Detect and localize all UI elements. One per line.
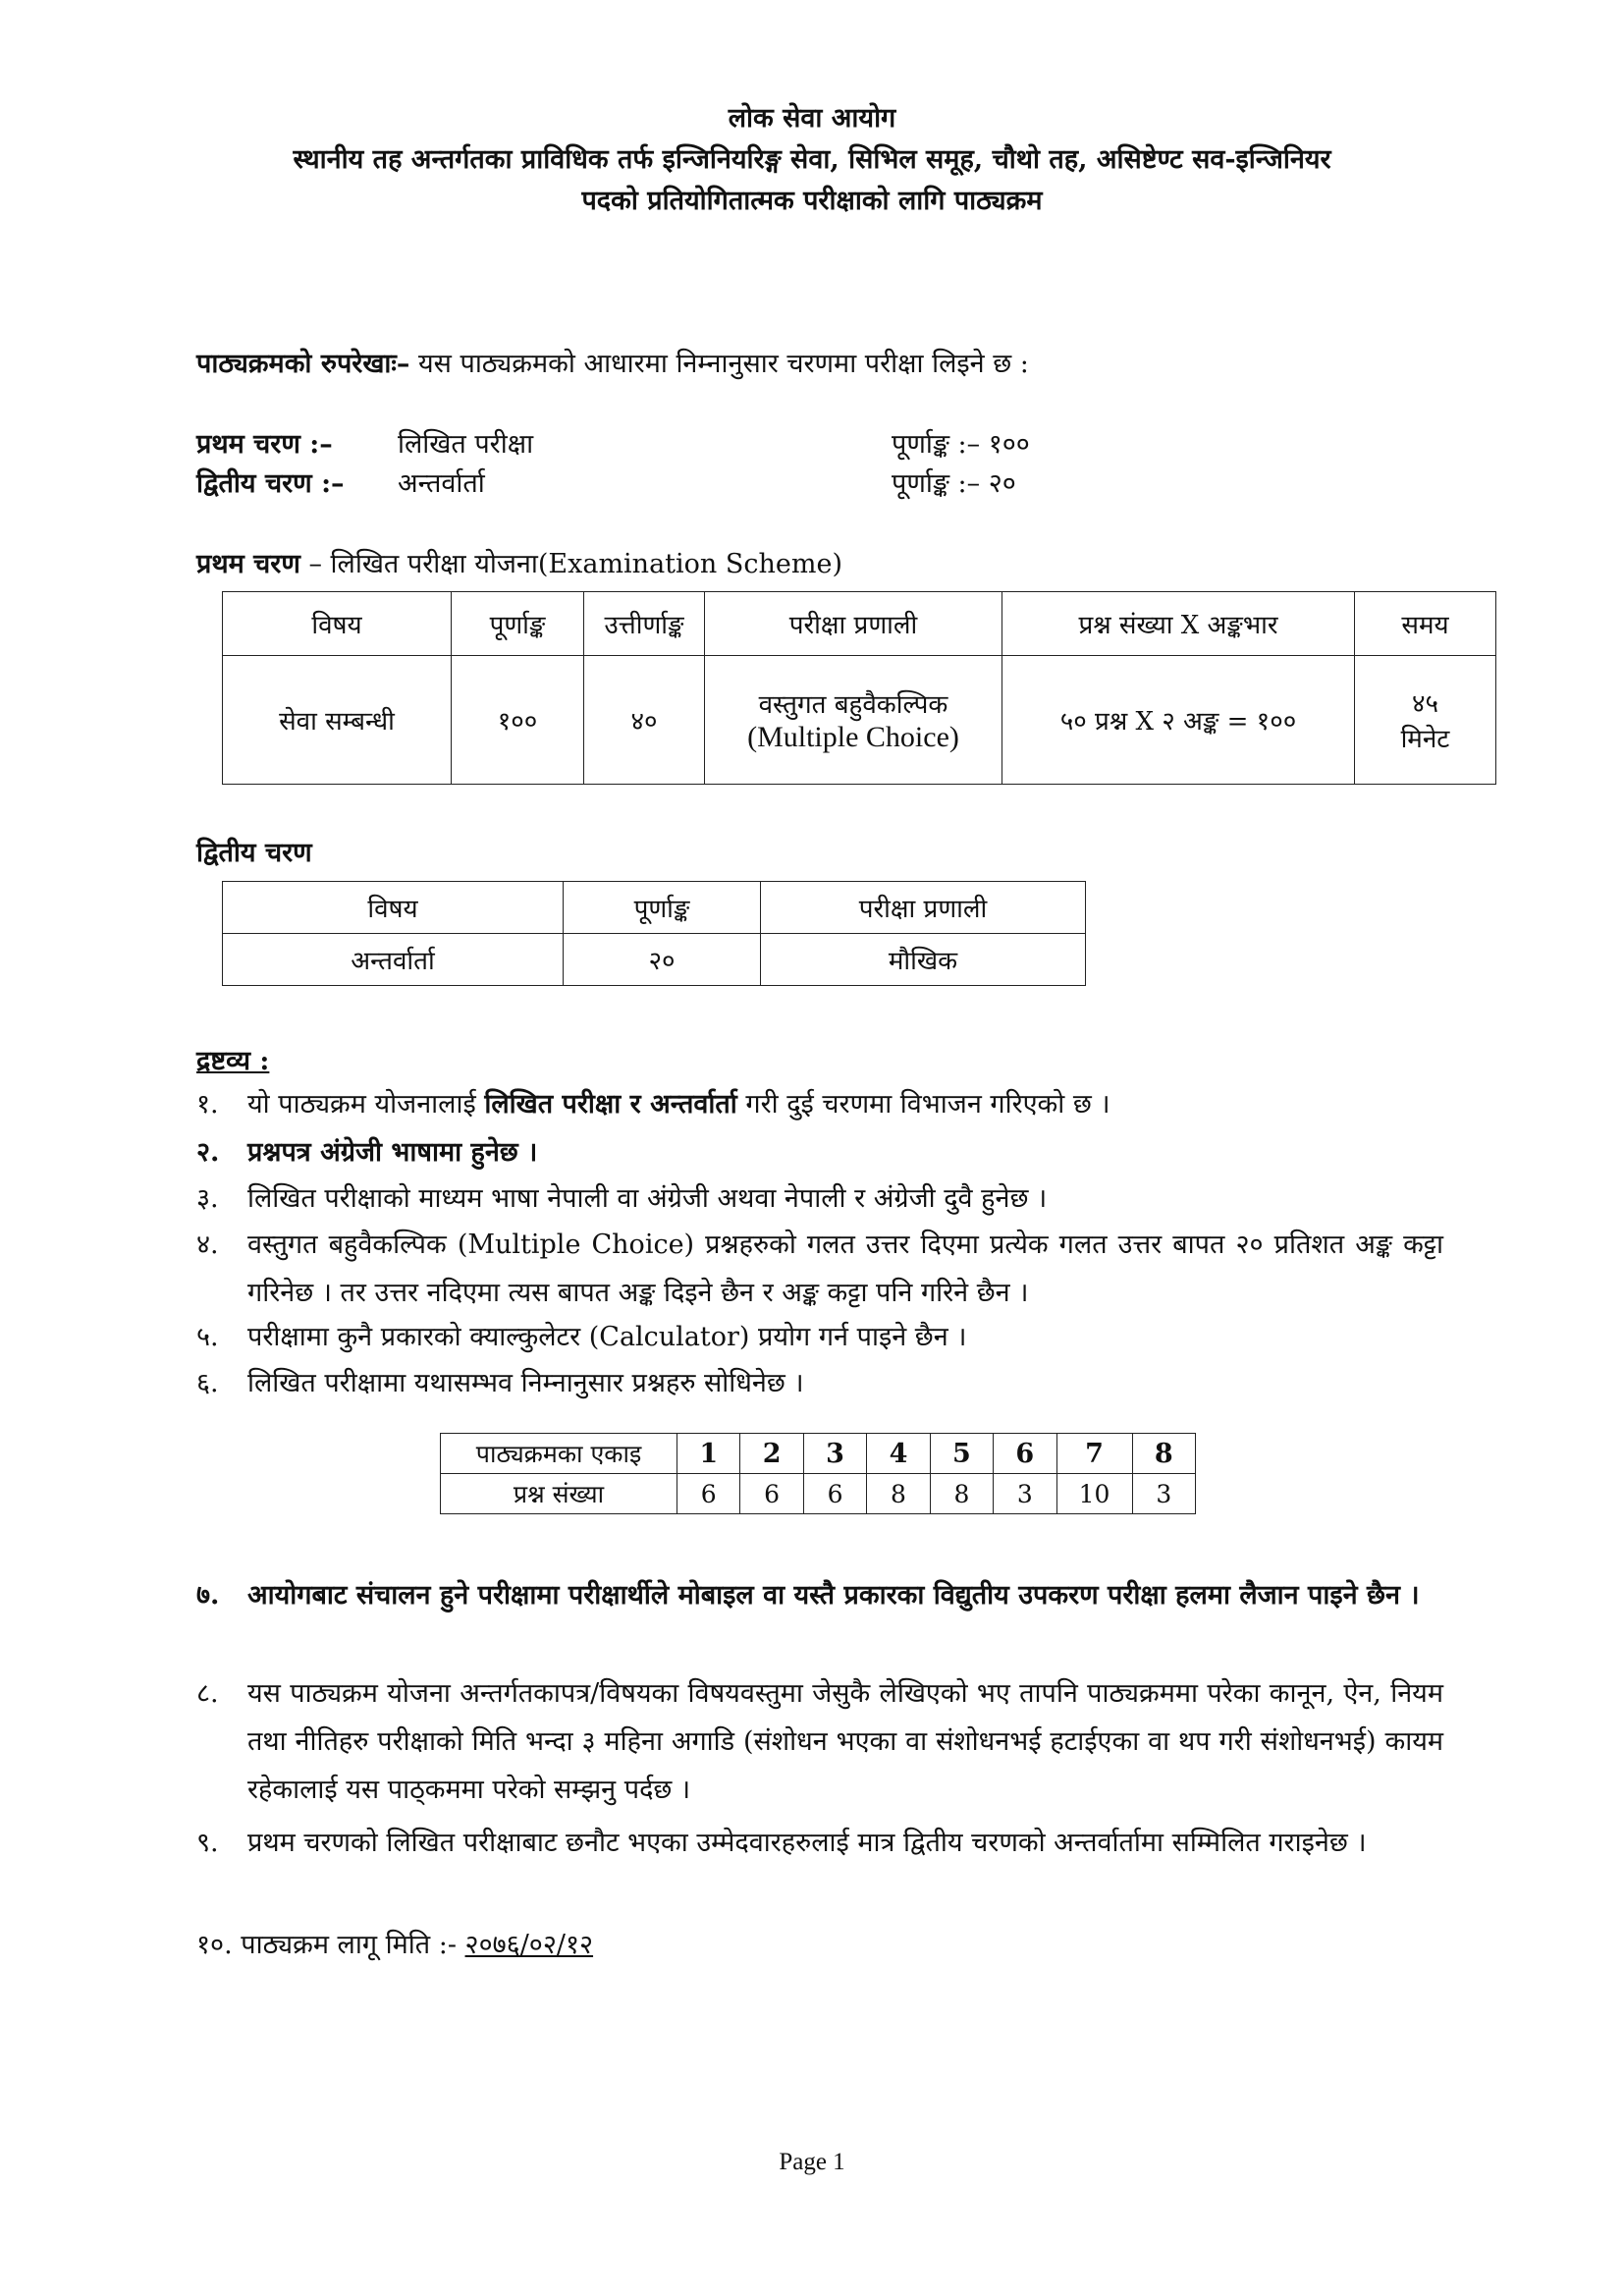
table-cell: २०: [564, 934, 761, 986]
first-stage-heading: प्रथम चरण – लिखित परीक्षा योजना(Examination Scheme): [196, 549, 842, 579]
row-label: प्रश्न संख्या: [441, 1474, 677, 1514]
count-cell: 6: [803, 1474, 866, 1514]
unit-cell: 5: [930, 1434, 993, 1474]
stage-2-label: द्वितीय चरण :–: [196, 468, 345, 499]
table-row: [223, 934, 1086, 986]
count-cell: 10: [1056, 1474, 1132, 1514]
unit-question-table: [440, 1433, 1196, 1514]
table-header: विषय: [223, 592, 452, 656]
note-9: ९. प्रथम चरणको लिखित परीक्षाबाट छनौट भएका उम्मेदवारहरुलाई मात्र द्वितीय चरणको अन्तर्वार्तामा सम्मिलित गराइनेछ ।: [196, 1828, 1367, 1858]
table-cell: मौखिक: [761, 934, 1086, 986]
unit-cell: 6: [994, 1434, 1056, 1474]
exam-scheme-table: [222, 591, 1496, 785]
question-count-cell: ५० प्रश्न X २ अङ्क = १००: [1002, 656, 1355, 785]
subject-cell: सेवा सम्बन्धी: [223, 656, 452, 785]
syllabus-subtitle: स्थानीय तह अन्तर्गतका प्राविधिक तर्फ इन्जिनियरिङ्ग सेवा, सिभिल समूह, चौथो तह, असिष्टेण्ट सव-इन्जिनियर: [293, 144, 1331, 175]
outline-line: [196, 344, 1029, 380]
table-row: [441, 1474, 1196, 1514]
unit-cell: 3: [803, 1434, 866, 1474]
note-5: ५. परीक्षामा कुनै प्रकारको क्याल्कुलेटर (Calculator) प्रयोग गर्न पाइने छैन ।: [196, 1322, 967, 1352]
outline-text: यस पाठ्यक्रमको आधारमा निम्नानुसार चरणमा परीक्षा लिइने छ :: [417, 349, 1029, 379]
count-cell: 3: [994, 1474, 1056, 1514]
unit-cell: 2: [740, 1434, 803, 1474]
note-10: १०. पाठ्यक्रम लागू मिति :- २०७६/०२/१२: [196, 1930, 594, 1960]
unit-cell: 1: [677, 1434, 740, 1474]
notes-title: द्रष्टव्य :: [196, 1046, 270, 1076]
table-cell: अन्तर्वार्ता: [223, 934, 564, 986]
count-cell: 6: [677, 1474, 740, 1514]
count-cell: 8: [930, 1474, 993, 1514]
note-6: ६. लिखित परीक्षामा यथासम्भव निम्नानुसार प्रश्नहरु सोधिनेछ ।: [196, 1368, 804, 1398]
stage-1-name: लिखित परीक्षा: [398, 429, 534, 460]
row-label: पाठ्यक्रमका एकाइ: [441, 1434, 677, 1474]
interview-table: [222, 881, 1086, 986]
table-header: पूर्णाङ्क: [564, 882, 761, 934]
stage-2-marks: पूर्णाङ्क :– २०: [892, 468, 1016, 499]
unit-cell: 8: [1132, 1434, 1195, 1474]
unit-cell: 4: [867, 1434, 930, 1474]
time-cell: ४५ मिनेट: [1355, 656, 1496, 785]
table-header: परीक्षा प्रणाली: [761, 882, 1086, 934]
table-header: परीक्षा प्रणाली: [705, 592, 1002, 656]
table-header: उत्तीर्णाङ्क: [584, 592, 705, 656]
page-number: Page 1: [779, 2149, 845, 2175]
note-8: ८. यस पाठ्यक्रम योजना अन्तर्गतकापत्र/विषयका विषयवस्तुमा जेसुकै लेखिएको भए तापनि पाठ्यक्रममा परेका कानून, ऐन, नियम तथा नीतिहरु परीक्षाको मिति भन्दा ३ महिना अगाडि (संशोधन भएका वा संशोधनभई हटाईएका वा थप गरी संशोधनभई) कायम रहेकालाई यस पाठ्कममा परेको सम्झनु पर्दछ ।: [196, 1678, 1443, 1805]
unit-cell: 7: [1056, 1434, 1132, 1474]
table-header: प्रश्न संख्या X अङ्कभार: [1002, 592, 1355, 656]
table-header-row: [223, 882, 1086, 934]
table-header: पूर्णाङ्क: [452, 592, 584, 656]
count-cell: 8: [867, 1474, 930, 1514]
org-title: लोक सेवा आयोग: [728, 103, 896, 134]
table-row: [441, 1434, 1196, 1474]
table-header: समय: [1355, 592, 1496, 656]
table-row: [223, 656, 1496, 785]
count-cell: 3: [1132, 1474, 1195, 1514]
stage-2-name: अन्तर्वार्ता: [398, 468, 485, 499]
note-3: ३. लिखित परीक्षाको माध्यम भाषा नेपाली वा अंग्रेजी अथवा नेपाली र अंग्रेजी दुवै हुनेछ ।: [196, 1183, 1048, 1214]
exam-system-cell: वस्तुगत बहुवैकल्पिक (Multiple Choice): [705, 656, 1002, 785]
outline-label: पाठ्यक्रमको रुपरेखाः–: [196, 349, 410, 379]
syllabus-heading: पदको प्रतियोगितात्मक परीक्षाको लागि पाठ्यक्रम: [581, 186, 1043, 216]
note-4: ४. वस्तुगत बहुवैकल्पिक (Multiple Choice) प्रश्नहरुको गलत उत्तर दिएमा प्रत्येक गलत उत्तर बापत २० प्रतिशत अङ्क कट्टा गरिनेछ । तर उत्तर नदिएमा त्यस बापत अङ्क दिइने छैन र अङ्क कट्टा पनि गरिने छैन ।: [196, 1230, 1443, 1308]
full-marks-cell: १००: [452, 656, 584, 785]
count-cell: 6: [740, 1474, 803, 1514]
effective-date: २०७६/०२/१२: [464, 1930, 594, 1960]
note-7: ७. आयोगबाट संचालन हुने परीक्षामा परीक्षार्थीले मोबाइल वा यस्तै प्रकारका विद्युतीय उपकरण परीक्षा हलमा लैजान पाइने छैन ।: [196, 1580, 1420, 1611]
note-1: १. यो पाठ्यक्रम योजनालाई लिखित परीक्षा र अन्तर्वार्ता गरी दुई चरणमा विभाजन गरिएको छ ।: [196, 1089, 1110, 1120]
second-stage-heading: द्वितीय चरण: [196, 838, 312, 868]
table-header: विषय: [223, 882, 564, 934]
pass-marks-cell: ४०: [584, 656, 705, 785]
table-header-row: [223, 592, 1496, 656]
stage-1-marks: पूर्णाङ्क :– १००: [892, 429, 1030, 460]
effective-date-label: पाठ्यक्रम लागू मिति :-: [241, 1930, 457, 1960]
note-2: २. प्रश्नपत्र अंग्रेजी भाषामा हुनेछ ।: [196, 1137, 538, 1168]
stage-1-label: प्रथम चरण :–: [196, 429, 333, 460]
